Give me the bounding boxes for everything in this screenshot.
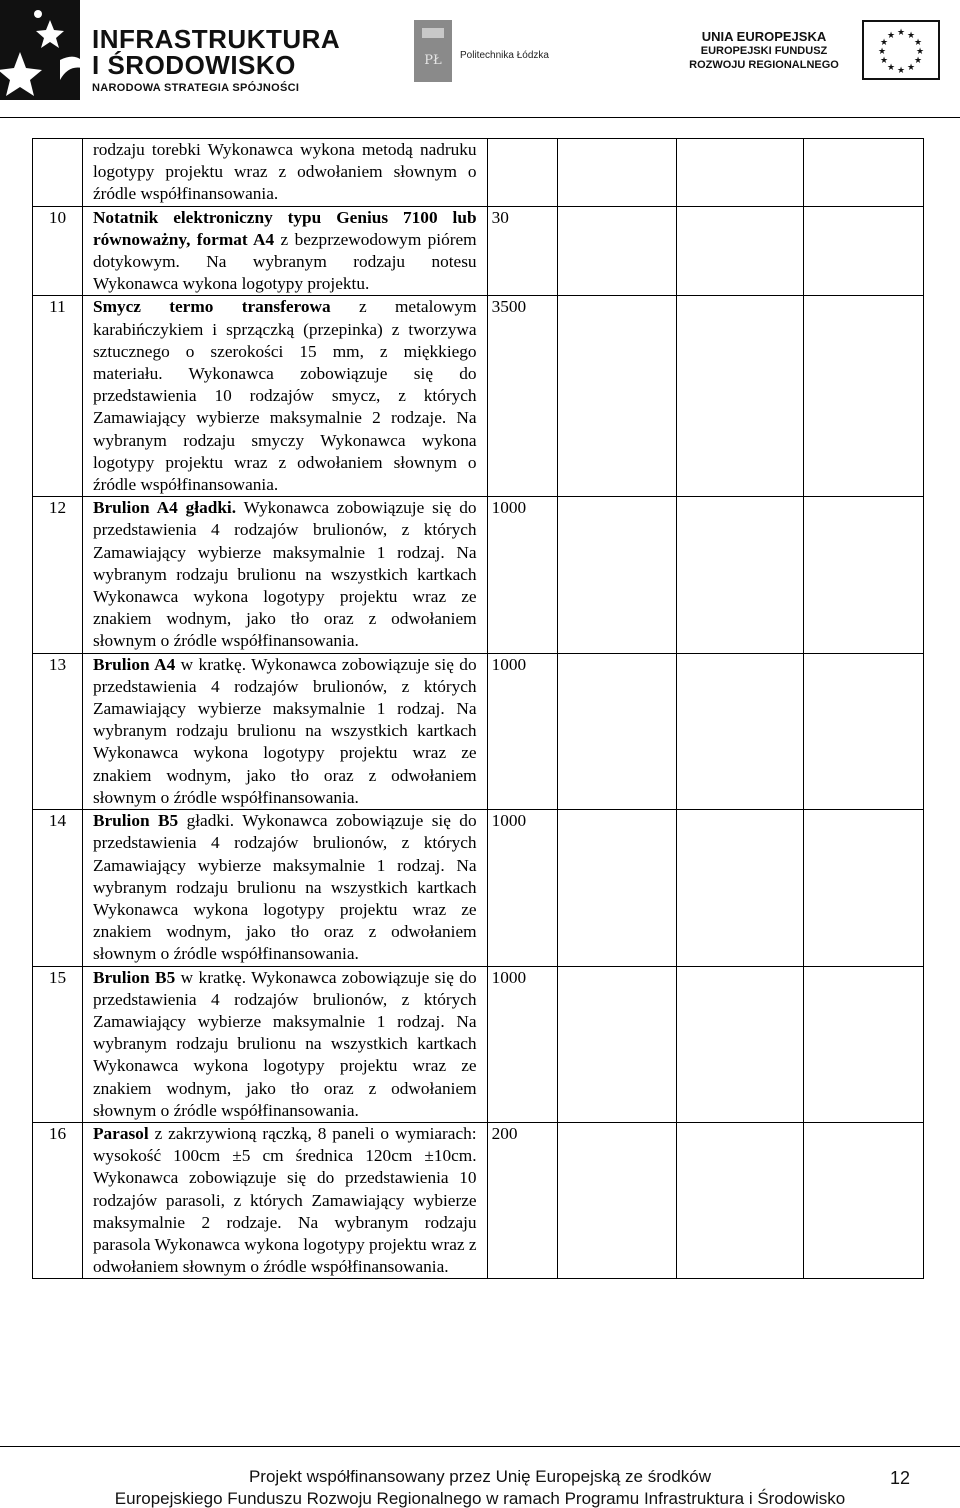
- empty-cell-3: [804, 139, 924, 207]
- item-description: [93, 810, 477, 965]
- svg-text:★: ★: [913, 38, 923, 48]
- item-name: Brulion A4 gładki.: [92, 498, 237, 518]
- empty-cell-1: [557, 653, 677, 809]
- item-quantity-cell: 1000: [487, 810, 557, 966]
- item-number-cell: 10: [33, 206, 83, 296]
- svg-text:★: ★: [906, 63, 916, 73]
- item-number-cell: 14: [33, 810, 83, 966]
- items-table: [32, 138, 924, 1279]
- item-number-cell: 12: [33, 497, 83, 653]
- item-description-cell: [82, 139, 487, 207]
- item-name: Brulion B5: [92, 811, 179, 831]
- item-quantity-cell: 1000: [487, 653, 557, 809]
- item-description-cell: [82, 966, 487, 1122]
- empty-cell-3: [804, 296, 924, 497]
- empty-cell-3: [804, 497, 924, 653]
- empty-cell-1: [557, 497, 677, 653]
- empty-cell-2: [677, 1122, 804, 1278]
- empty-cell-3: [804, 206, 924, 296]
- table-row: [33, 206, 924, 296]
- item-description: [93, 654, 477, 809]
- item-description-cell: [82, 810, 487, 966]
- infrastruktura-logo-text: [92, 26, 340, 96]
- item-description: [93, 497, 477, 652]
- table-row: [33, 810, 924, 966]
- item-details: z metalowym karabińczykiem i sprzączką (przepinka) z tworzywa sztucznego o szerokości 15 mm, z miękkiego materiału. Wykonawca zobowiązuje się do przedstawienia 10 rodzajów smycz, z których Zamawiający wybierze maksymalnie 2 rodzaje. Na wybranym rodzaju smyczy Wykonawca wykona logotypy projektu wraz z odwołaniem słownym o źródle współfinansowania.: [92, 297, 477, 495]
- empty-cell-2: [677, 497, 804, 653]
- table-row: [33, 1122, 924, 1278]
- item-details: z zakrzywioną rączką, 8 paneli o wymiarach: wysokość 100cm ±5 cm średnica 120cm ±10cm. Wykonawca zobowiązuje się do przedstawienia 10 rodzajów parasoli, z których Zamawiający wybierze maksymalnie 2 rodzaje. Na wybranym rodzaju parasola Wykonawca wykona logotypy projektu wraz z odwołaniem słownym o źródle współfinansowania.: [92, 1123, 477, 1277]
- svg-text:★: ★: [879, 38, 889, 48]
- empty-cell-3: [804, 653, 924, 809]
- item-details: Wykonawca zobowiązuje się do przedstawienia 4 rodzajów brulionów, z których Zamawiający wybierze maksymalnie 1 rodzaj. Na wybranym rodzaju brulionu na wszystkich kartkach Wykonawca wykona logotypy projektu wraz ze znakiem wodnym, jako tło oraz z odwołaniem słownym o źródle współfinansowania.: [92, 498, 477, 651]
- empty-cell-1: [557, 1122, 677, 1278]
- empty-cell-1: [557, 296, 677, 497]
- svg-text:★: ★: [877, 47, 887, 57]
- item-details: z bezprzewodowym piórem dotykowym. Na wybranym rodzaju notesu Wykonawca wykona logotypy projektu.: [92, 229, 477, 294]
- svg-text:★: ★: [896, 66, 906, 76]
- politechnika-name: Politechnika Łódzka: [460, 50, 549, 61]
- page-number: 12: [890, 1468, 911, 1488]
- item-description-cell: [82, 1122, 487, 1278]
- eu-line3: ROZWOJU REGIONALNEGO: [689, 59, 839, 71]
- item-quantity-cell: 200: [487, 1122, 557, 1278]
- item-description-cell: [82, 653, 487, 809]
- star-swirl-icon: [0, 0, 90, 104]
- svg-text:★: ★: [913, 56, 923, 66]
- svg-text:★: ★: [896, 28, 906, 38]
- empty-cell-2: [677, 810, 804, 966]
- svg-text:★: ★: [906, 31, 916, 41]
- empty-cell-1: [557, 139, 677, 207]
- eu-line2: EUROPEJSKI FUNDUSZ: [700, 45, 828, 57]
- item-description: [93, 967, 477, 1122]
- logo-line3: NARODOWA STRATEGIA SPÓJNOŚCI: [92, 82, 300, 94]
- footer-line2: Europejskiego Funduszu Rozwoju Regionalnego w ramach Programu Infrastruktura i Środowisko: [114, 1489, 846, 1508]
- item-details: gładki. Wykonawca zobowiązuje się do przedstawienia 4 rodzajów brulionów, z których Zamawiający wybierze maksymalnie 1 rodzaj. Na wybranym rodzaju brulionu na wszystkich kartkach Wykonawca wykona logotypy projektu wraz ze znakiem wodnym, jako tło oraz z odwołaniem słownym o źródle współfinansowania.: [92, 811, 477, 964]
- empty-cell-2: [677, 653, 804, 809]
- item-name: Notatnik elektroniczny typu Genius 7100 lub równoważny, format A4: [92, 207, 477, 249]
- item-name: Parasol: [92, 1123, 149, 1143]
- empty-cell-2: [677, 206, 804, 296]
- empty-cell-2: [677, 966, 804, 1122]
- svg-text:★: ★: [879, 56, 889, 66]
- item-description: [93, 207, 477, 296]
- empty-cell-2: [677, 139, 804, 207]
- svg-text:★: ★: [915, 47, 925, 57]
- item-name: Brulion B5: [92, 967, 176, 987]
- items-table-body: [33, 139, 924, 1279]
- table-row: [33, 653, 924, 809]
- item-number-cell: 11: [33, 296, 83, 497]
- table-row: [33, 296, 924, 497]
- item-number-cell: 16: [33, 1122, 83, 1278]
- item-name: Smycz termo transferowa: [92, 297, 331, 317]
- item-quantity-cell: [487, 139, 557, 207]
- item-number-cell: 13: [33, 653, 83, 809]
- table-row: [33, 497, 924, 653]
- empty-cell-3: [804, 810, 924, 966]
- item-description: [93, 296, 477, 496]
- politechnika-lodzka-logo: [414, 20, 564, 84]
- svg-text:★: ★: [886, 63, 896, 73]
- item-description-cell: [82, 296, 487, 497]
- item-quantity-cell: 3500: [487, 296, 557, 497]
- eu-logo: [680, 26, 942, 86]
- empty-cell-2: [677, 296, 804, 497]
- logo-line1: INFRASTRUKTURA: [92, 24, 341, 54]
- footer-cofinancing-note: [0, 1466, 960, 1508]
- item-quantity-cell: 1000: [487, 497, 557, 653]
- item-description-cell: [82, 206, 487, 296]
- table-row: [33, 139, 924, 207]
- item-name: Brulion A4: [92, 654, 176, 674]
- empty-cell-3: [804, 966, 924, 1122]
- logo-line2: I ŚRODOWISKO: [92, 50, 296, 80]
- table-row: [33, 966, 924, 1122]
- empty-cell-1: [557, 206, 677, 296]
- footer-divider: [0, 1446, 960, 1447]
- item-number-cell: 15: [33, 966, 83, 1122]
- eu-line1: UNIA EUROPEJSKA: [701, 29, 827, 44]
- item-details: rodzaju torebki Wykonawca wykona metodą nadruku logotypy projektu wraz z odwołaniem słownym o źródle współfinansowania.: [92, 140, 477, 204]
- eu-logo-text: [685, 30, 843, 72]
- item-description: [93, 1123, 477, 1278]
- item-details: w kratkę. Wykonawca zobowiązuje się do przedstawienia 4 rodzajów brulionów, z których Zamawiający wybierze maksymalnie 1 rodzaj. Na wybranym rodzaju brulionu na wszystkich kartkach Wykonawca wykona logotypy projektu wraz ze znakiem wodnym, jako tło oraz z odwołaniem słownym o źródle współfinansowania.: [92, 654, 477, 807]
- item-quantity-cell: 30: [487, 206, 557, 296]
- svg-text:★: ★: [886, 31, 896, 41]
- item-quantity-cell: 1000: [487, 966, 557, 1122]
- item-description-cell: [82, 497, 487, 653]
- footer-line1: Projekt współfinansowany przez Unię Europejską ze środków: [248, 1467, 712, 1486]
- item-number-cell: [33, 139, 83, 207]
- eu-flag-icon: [862, 20, 942, 82]
- item-details: w kratkę. Wykonawca zobowiązuje się do przedstawienia 4 rodzajów brulionów, z których Zamawiający wybierze maksymalnie 1 rodzaj. Na wybranym rodzaju brulionu na wszystkich kartkach Wykonawca wykona logotypy projektu wraz ze znakiem wodnym, jako tło oraz z odwołaniem słownym o źródle współfinansowania.: [92, 967, 477, 1120]
- empty-cell-1: [557, 966, 677, 1122]
- empty-cell-3: [804, 1122, 924, 1278]
- emblem-letters: PŁ: [424, 53, 442, 68]
- item-description: [93, 139, 477, 206]
- university-emblem-icon: [414, 20, 454, 84]
- header-divider: [0, 117, 960, 118]
- infrastruktura-srodowisko-logo: [0, 0, 341, 104]
- page-header: [0, 0, 960, 118]
- empty-cell-1: [557, 810, 677, 966]
